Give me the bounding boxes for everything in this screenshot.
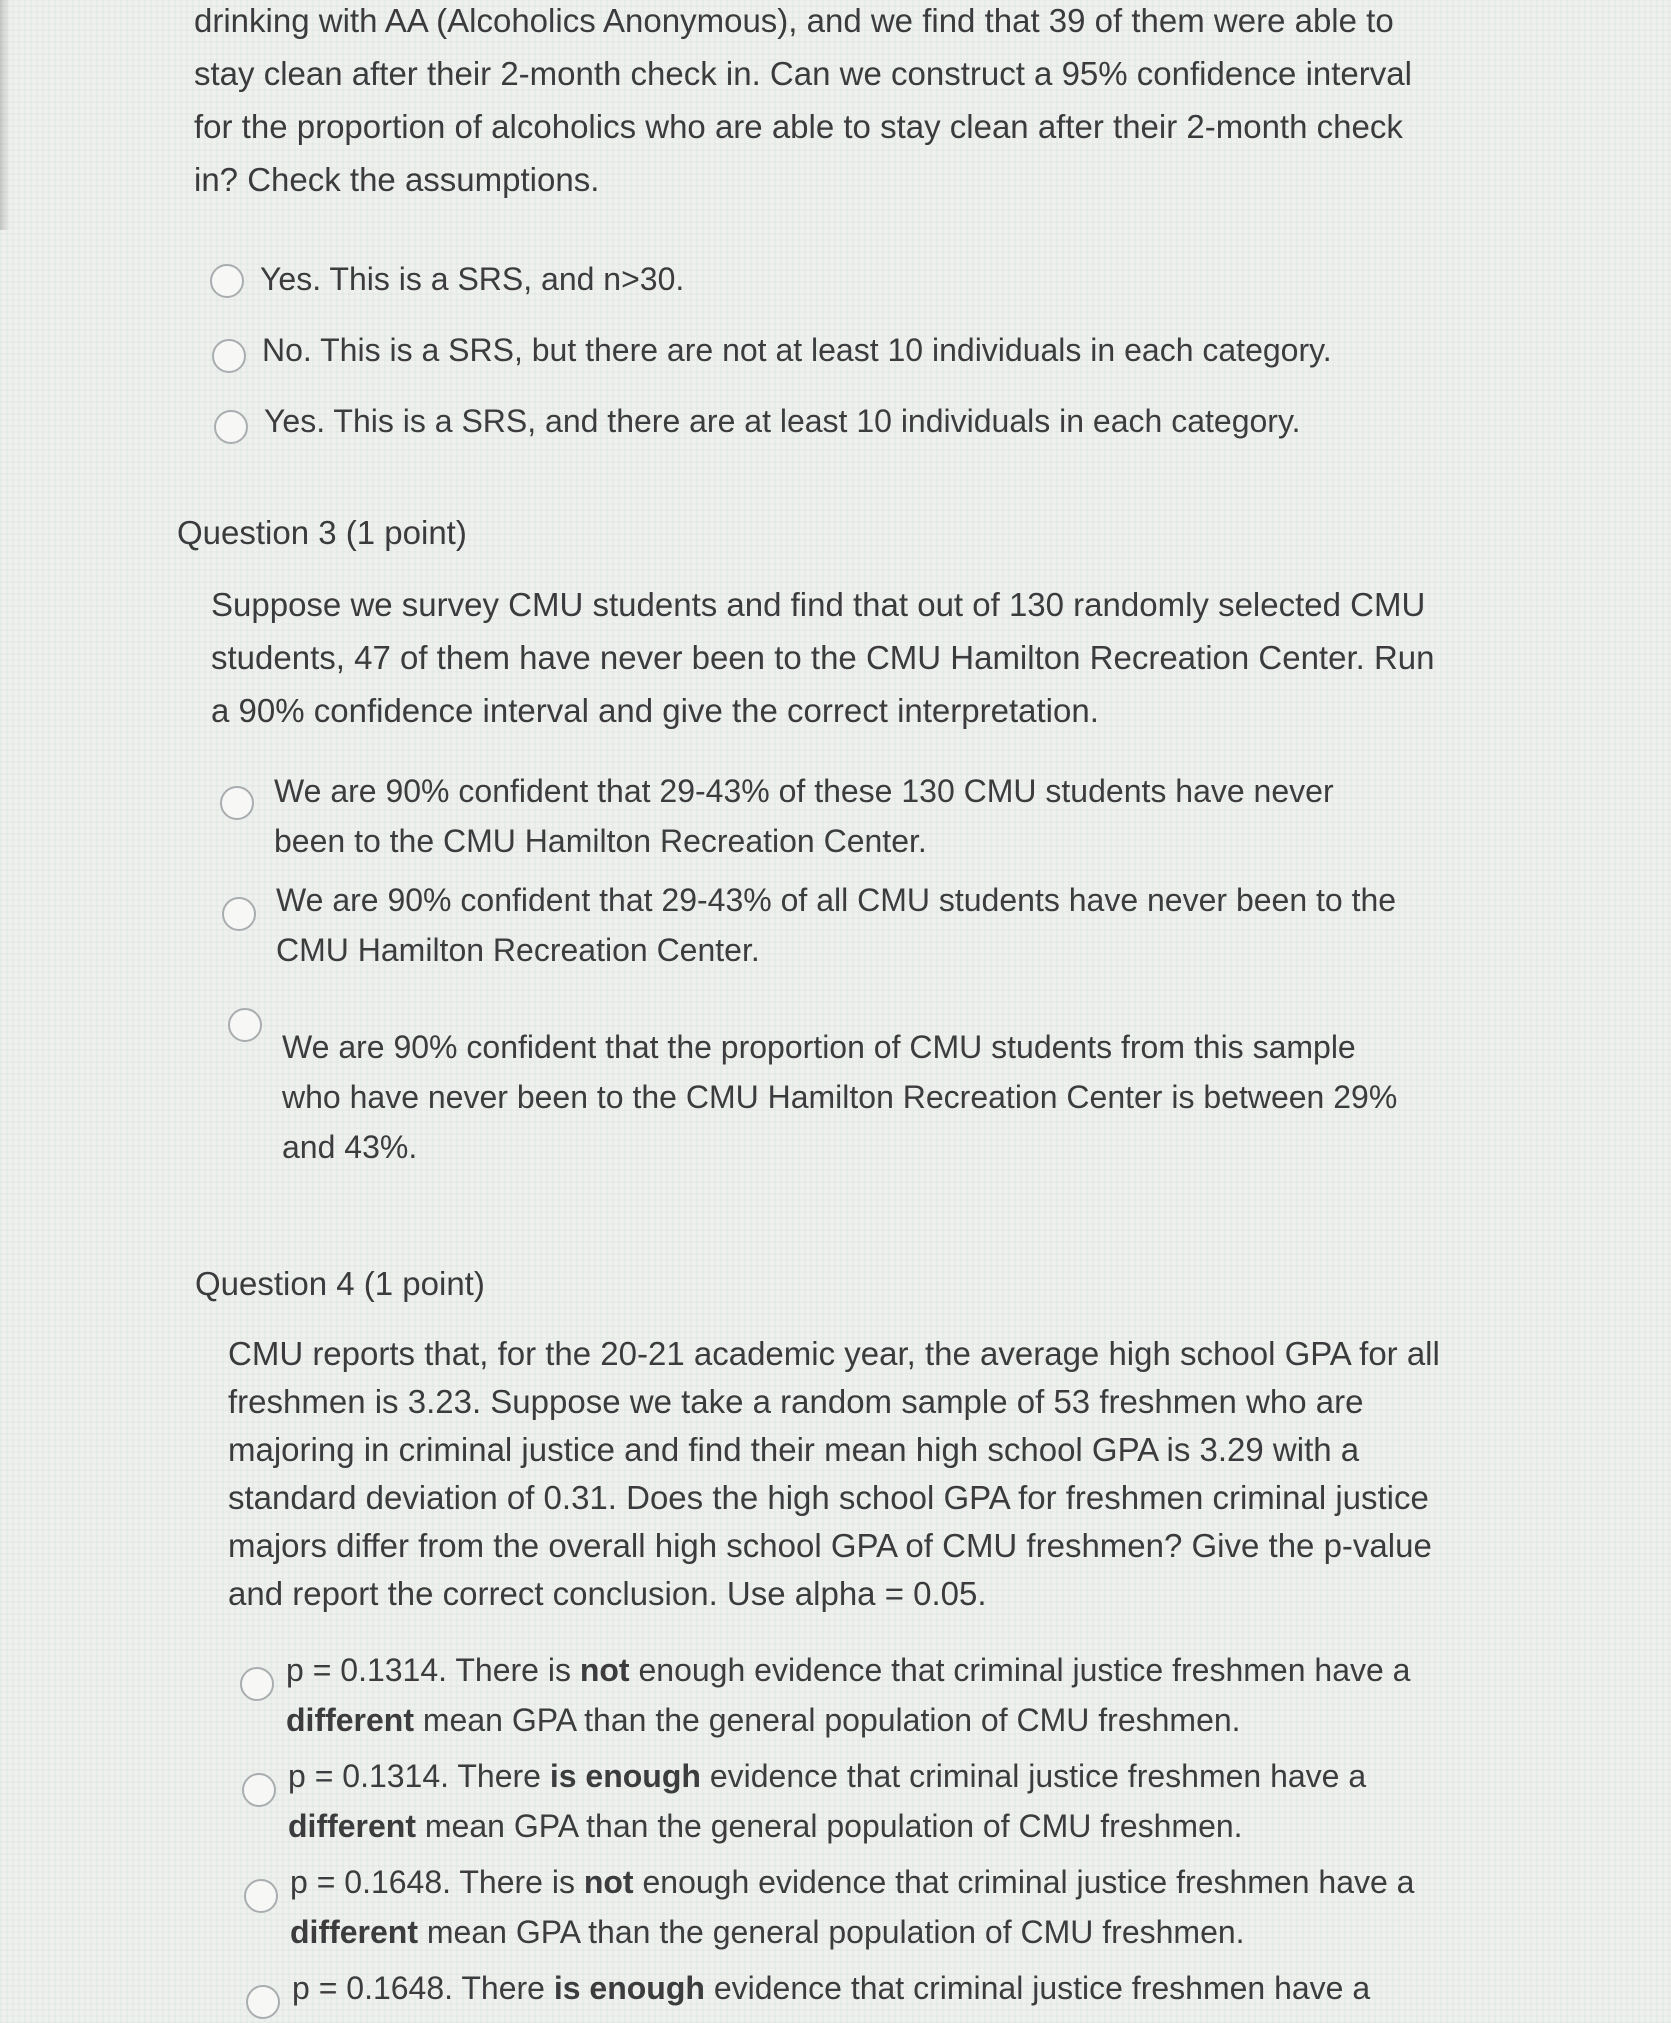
question-2-line: drinking with AA (Alcoholics Anonymous), and we find that 39 of them were able to — [194, 2, 1394, 39]
q4-option-4-emphasis: is enough — [553, 1970, 705, 2006]
question-3-line: students, 47 of them have never been to the CMU Hamilton Recreation Center. Run — [211, 639, 1435, 676]
question-2-text — [194, 0, 1594, 206]
q4-option-2-rest-2: mean GPA than the general population of CMU freshmen. — [416, 1808, 1243, 1844]
q4-option-2-rest: evidence that criminal justice freshmen have a — [700, 1758, 1367, 1794]
q2-option-3[interactable] — [214, 396, 1300, 446]
q3-option-3[interactable] — [228, 1008, 1397, 1172]
radio-button[interactable] — [228, 1008, 262, 1042]
left-edge-shadow — [0, 0, 10, 230]
q2-option-3-label[interactable]: Yes. This is a SRS, and there are at least 10 individuals in each category. — [264, 403, 1301, 439]
question-4-line: standard deviation of 0.31. Does the high school GPA for freshmen criminal justice — [228, 1479, 1429, 1516]
q4-option-2[interactable] — [242, 1751, 1366, 1851]
q2-option-1-label[interactable]: Yes. This is a SRS, and n>30. — [260, 261, 685, 297]
q2-option-1[interactable] — [210, 254, 684, 304]
question-3-line: Suppose we survey CMU students and find that out of 130 randomly selected CMU — [211, 586, 1426, 623]
q3-option-2[interactable] — [222, 875, 1396, 975]
q2-option-2-label[interactable]: No. This is a SRS, but there are not at least 10 individuals in each category. — [262, 332, 1332, 368]
q3-option-3-line: We are 90% confident that the proportion of CMU students from this sample — [282, 1029, 1356, 1065]
question-4-points: (1 point) — [363, 1265, 485, 1302]
q4-option-2-prefix: p = 0.1314. There — [288, 1758, 541, 1794]
q4-option-1-emphasis-2: different — [286, 1702, 414, 1738]
radio-button[interactable] — [210, 264, 244, 298]
q4-option-3[interactable] — [244, 1857, 1414, 1957]
radio-button[interactable] — [220, 786, 254, 820]
question-4-line: and report the correct conclusion. Use alpha = 0.05. — [228, 1575, 987, 1612]
q4-option-4-prefix: p = 0.1648. There — [292, 1970, 545, 2006]
q4-option-2-emphasis-2: different — [288, 1808, 416, 1844]
q4-option-1-rest-2: mean GPA than the general population of CMU freshmen. — [414, 1702, 1241, 1738]
question-4-line: freshmen is 3.23. Suppose we take a random sample of 53 freshmen who are — [228, 1383, 1364, 1420]
question-3-text — [211, 578, 1611, 737]
q4-option-3-label[interactable] — [290, 1857, 1414, 1957]
q4-option-4-rest: evidence that criminal justice freshmen have a — [704, 1970, 1371, 2006]
q3-option-1[interactable] — [220, 766, 1334, 866]
radio-button[interactable] — [242, 1773, 276, 1807]
q3-option-2-label[interactable] — [276, 875, 1396, 975]
q3-option-1-label[interactable] — [274, 766, 1334, 866]
q4-option-2-emphasis: is enough — [549, 1758, 701, 1794]
q4-option-1-label[interactable] — [286, 1645, 1410, 1745]
question-4-header — [195, 1265, 485, 1303]
radio-button[interactable] — [244, 1879, 278, 1913]
q2-option-2[interactable] — [212, 325, 1332, 375]
q4-option-3-rest: enough evidence that criminal justice freshmen have a — [633, 1864, 1415, 1900]
question-4-title: Question 4 — [195, 1265, 355, 1302]
question-3-header — [177, 514, 467, 552]
q3-option-1-line: We are 90% confident that 29-43% of these 130 CMU students have never — [274, 773, 1334, 809]
radio-button[interactable] — [222, 897, 256, 931]
question-2-line: for the proportion of alcoholics who are able to stay clean after their 2-month check — [194, 108, 1403, 145]
question-3-line: a 90% confidence interval and give the correct interpretation. — [211, 692, 1099, 729]
radio-button[interactable] — [240, 1667, 274, 1701]
question-3-points: (1 point) — [345, 514, 467, 551]
question-4-line: majors differ from the overall high school GPA of CMU freshmen? Give the p-value — [228, 1527, 1432, 1564]
q3-option-1-line: been to the CMU Hamilton Recreation Center. — [274, 823, 927, 859]
question-4-text — [228, 1330, 1628, 1618]
question-3-title: Question 3 — [177, 514, 337, 551]
q4-option-1-rest: enough evidence that criminal justice freshmen have a — [629, 1652, 1411, 1688]
q4-option-3-rest-2: mean GPA than the general population of CMU freshmen. — [418, 1914, 1245, 1950]
question-2-line: stay clean after their 2-month check in. Can we construct a 95% confidence interval — [194, 55, 1412, 92]
q4-option-1-emphasis: not — [579, 1652, 630, 1688]
q4-option-4[interactable] — [246, 1963, 1370, 2019]
radio-button[interactable] — [214, 410, 248, 444]
question-2-line: in? Check the assumptions. — [194, 161, 600, 198]
q4-option-3-prefix: p = 0.1648. There is — [290, 1864, 575, 1900]
q3-option-2-line: We are 90% confident that 29-43% of all CMU students have never been to the — [276, 882, 1397, 918]
q3-option-3-line: who have never been to the CMU Hamilton Recreation Center is between 29% — [282, 1079, 1398, 1115]
q4-option-3-emphasis: not — [583, 1864, 634, 1900]
q3-option-3-label[interactable] — [282, 1022, 1397, 1172]
question-4-line: CMU reports that, for the 20-21 academic year, the average high school GPA for all — [228, 1335, 1440, 1372]
q4-option-1-prefix: p = 0.1314. There is — [286, 1652, 571, 1688]
q4-option-1[interactable] — [240, 1645, 1410, 1745]
radio-button[interactable] — [212, 339, 246, 373]
question-4-line: majoring in criminal justice and find their mean high school GPA is 3.29 with a — [228, 1431, 1360, 1468]
q3-option-2-line: CMU Hamilton Recreation Center. — [276, 932, 760, 968]
radio-button[interactable] — [246, 1985, 280, 2019]
q4-option-3-emphasis-2: different — [290, 1914, 418, 1950]
q3-option-3-line: and 43%. — [282, 1129, 418, 1165]
q4-option-2-label[interactable] — [288, 1751, 1366, 1851]
q4-option-4-label[interactable] — [292, 1963, 1370, 2013]
